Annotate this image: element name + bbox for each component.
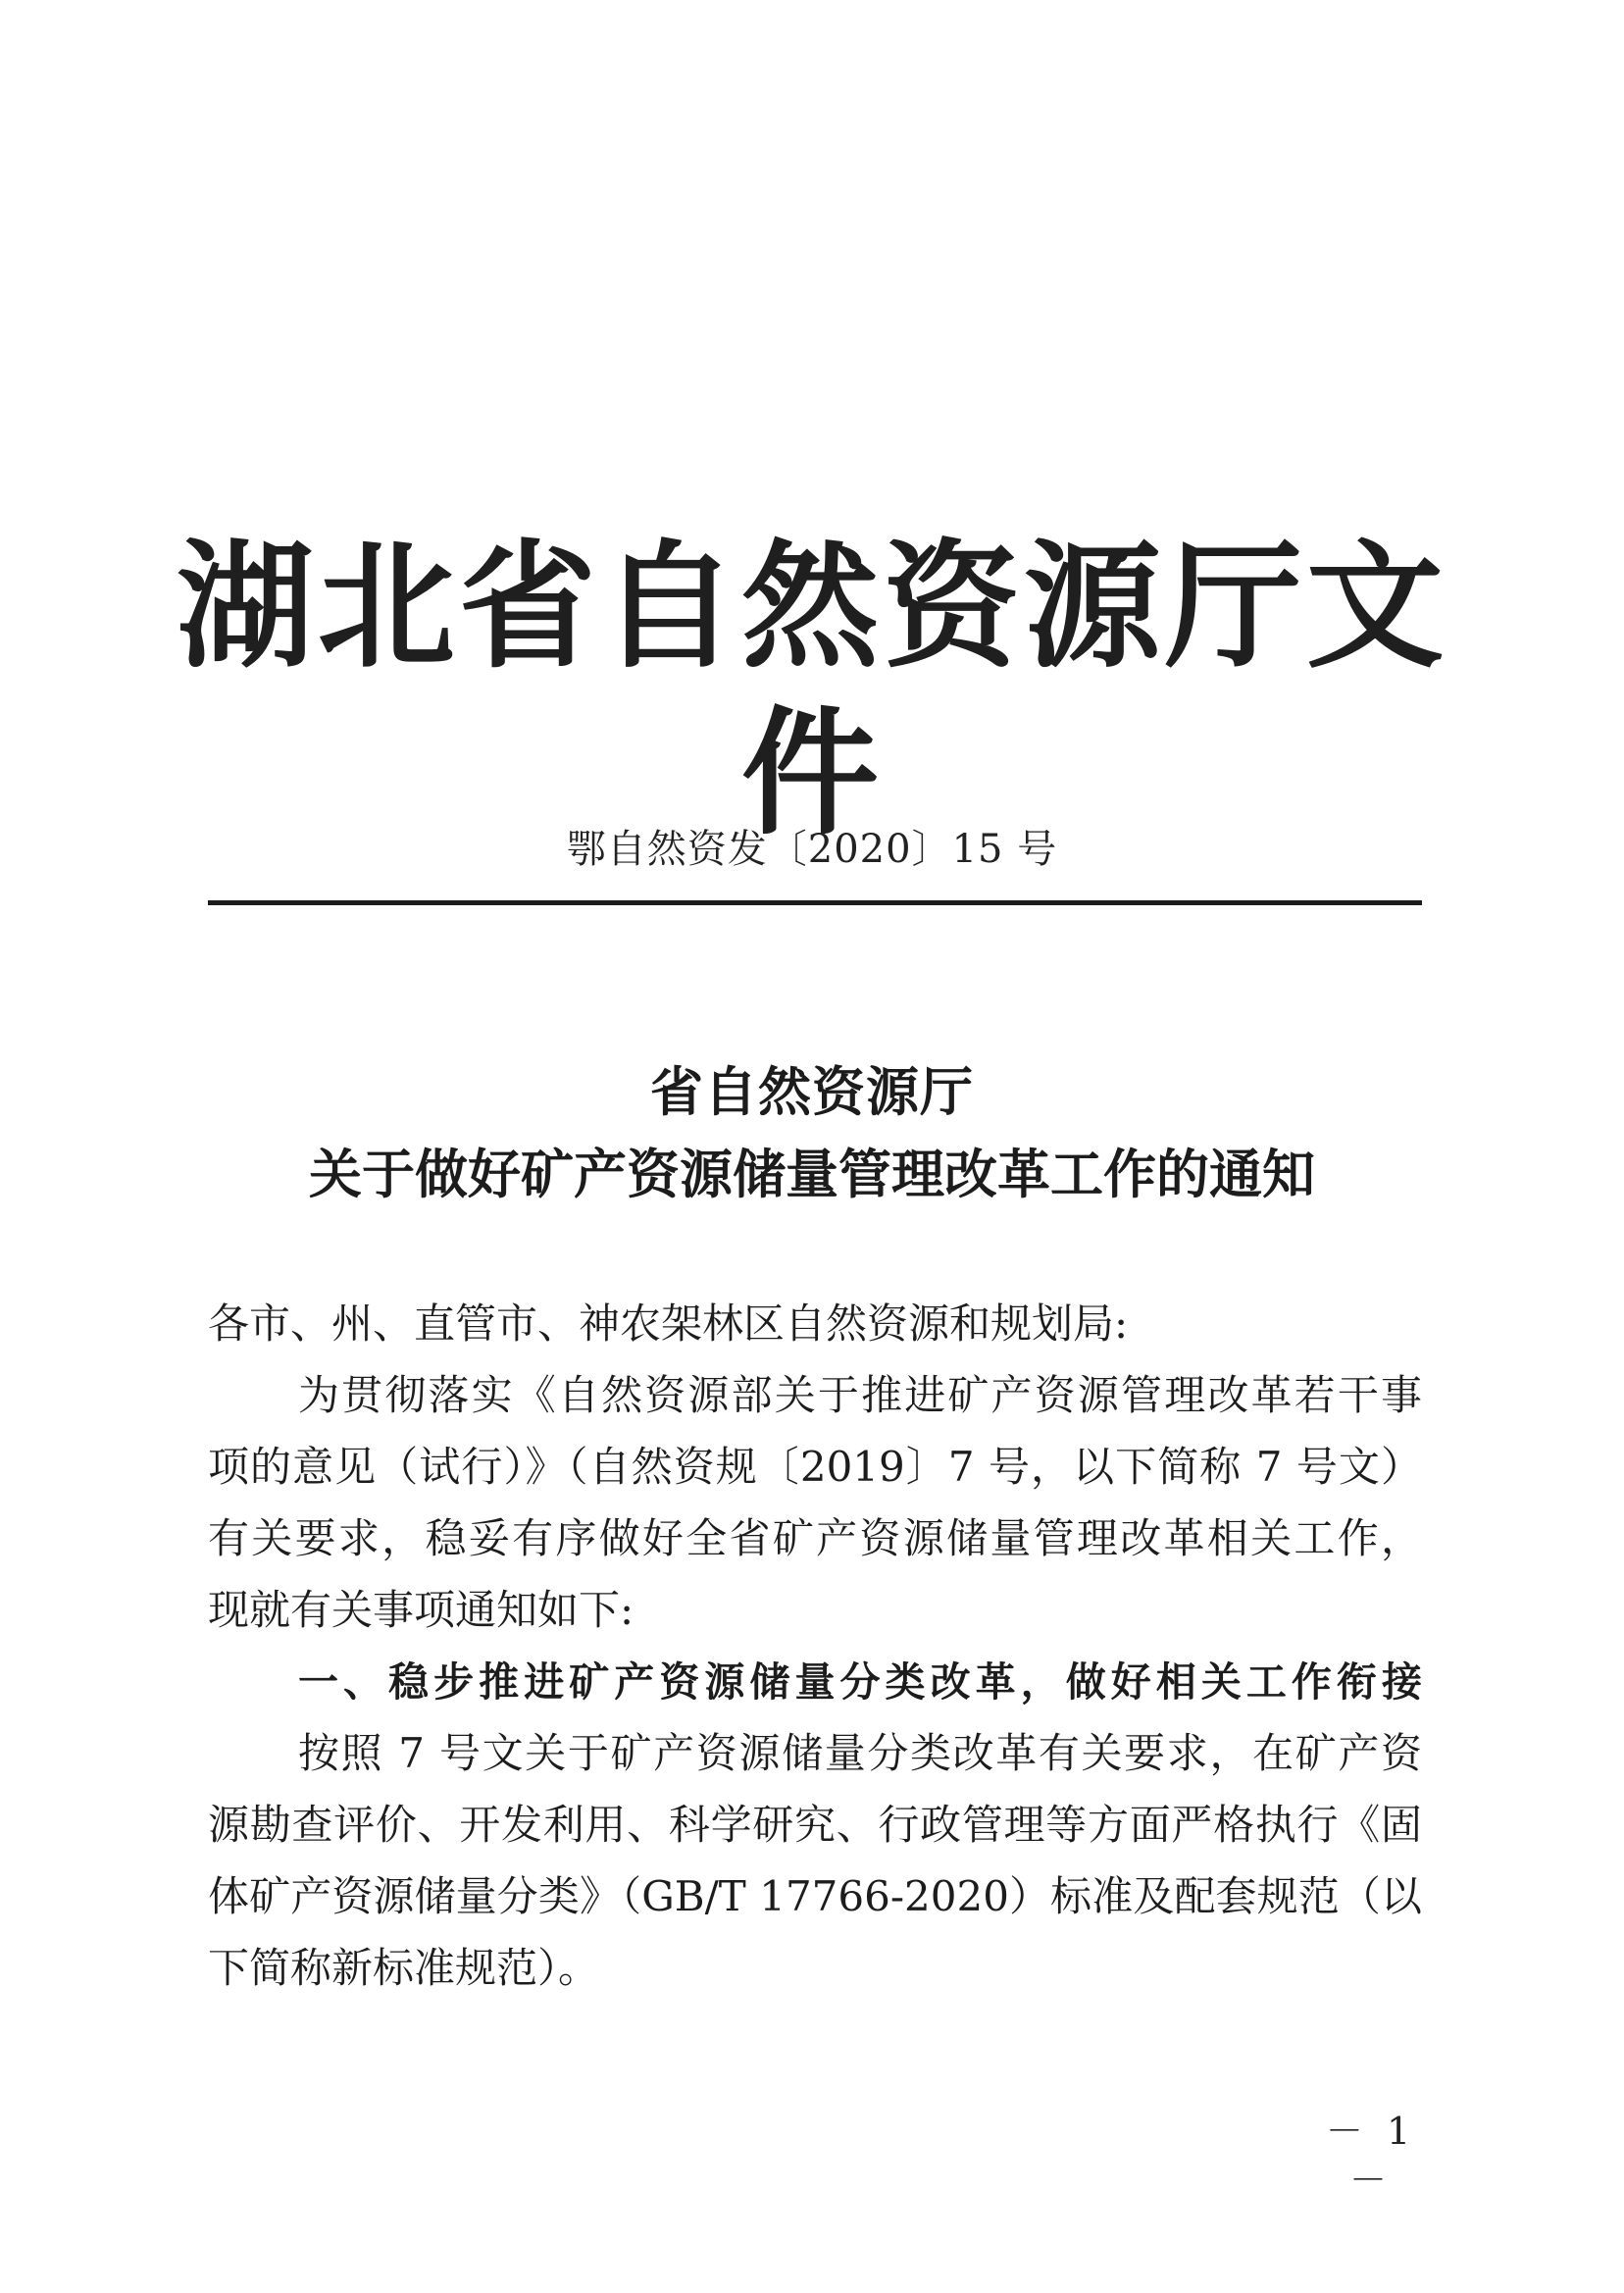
paragraph-2-line-1: 按照 7 号文关于矿产资源储量分类改革有关要求，在矿产资 xyxy=(298,1729,1422,1777)
section-1-heading: 一、稳步推进矿产资源储量分类改革，做好相关工作衔接 xyxy=(298,1658,1422,1706)
page-number: － 1 － xyxy=(1325,2110,1417,2202)
document-masthead: 湖北省自然资源厅文件 xyxy=(176,528,1447,854)
header-divider xyxy=(208,900,1422,905)
document-number: 鄂自然资发〔2020〕15 号 xyxy=(566,827,1058,872)
paragraph-1-line-3: 有关要求，稳妥有序做好全省矿产资源储量管理改革相关工作， xyxy=(208,1514,1422,1562)
paragraph-2-line-2: 源勘查评价、开发利用、科学研究、行政管理等方面严格执行《固 xyxy=(208,1801,1422,1849)
title-line-1: 省自然资源厅 xyxy=(650,1061,974,1123)
paragraph-1-line-1: 为贯彻落实《自然资源部关于推进矿产资源管理改革若干事 xyxy=(298,1371,1422,1419)
paragraph-2-line-3: 体矿产资源储量分类》（GB/T 17766-2020）标准及配套规范（以 xyxy=(208,1872,1422,1920)
paragraph-1-line-4: 现就有关事项通知如下: xyxy=(208,1586,634,1634)
title-line-2: 关于做好矿产资源储量管理改革工作的通知 xyxy=(309,1144,1315,1205)
addressee: 各市、州、直管市、神农架林区自然资源和规划局: xyxy=(208,1299,1129,1348)
paragraph-1-line-2: 项的意见（试行）》（自然资规〔2019〕7 号，以下简称 7 号文） xyxy=(208,1443,1422,1491)
paragraph-2-line-4: 下简称新标准规范）。 xyxy=(208,1944,600,1992)
